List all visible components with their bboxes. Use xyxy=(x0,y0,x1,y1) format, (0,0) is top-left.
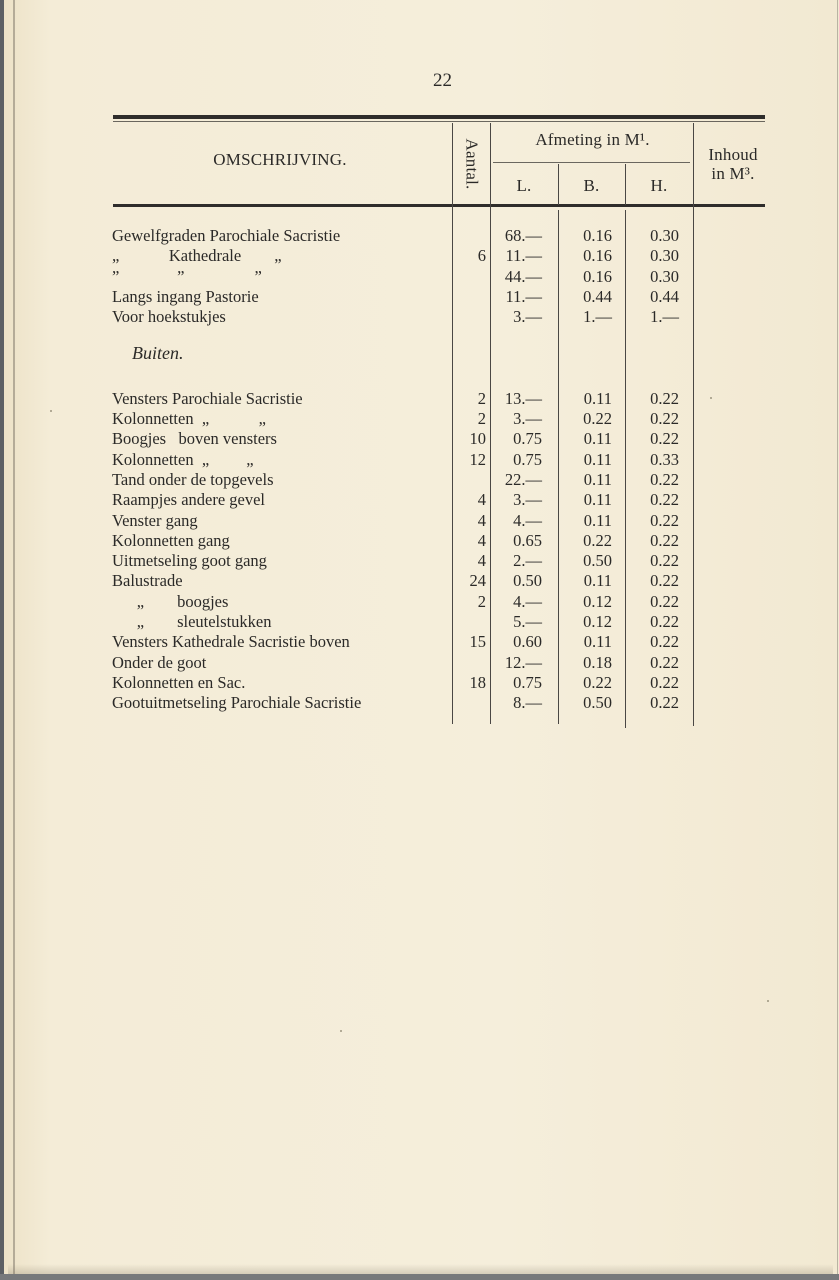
row-description: Voor hoekstukjes xyxy=(112,307,226,327)
row-height: 0.22 xyxy=(650,429,679,449)
row-width: 0.11 xyxy=(583,469,612,489)
row-count: 4 xyxy=(477,551,486,571)
table-row xyxy=(0,470,839,490)
row-width: 0.22 xyxy=(583,672,612,692)
row-height: 0.22 xyxy=(650,652,679,672)
row-height: 0.22 xyxy=(650,409,679,429)
table-row xyxy=(0,267,839,287)
row-width: 0.22 xyxy=(583,409,612,429)
section-heading-row xyxy=(0,342,839,372)
header-height: H. xyxy=(650,176,668,195)
row-description: Kolonnetten „ „ xyxy=(112,409,266,429)
header-length: L. xyxy=(516,176,532,195)
row-length: 12.— xyxy=(504,652,542,672)
row-height: 0.30 xyxy=(650,266,679,286)
paper-speck xyxy=(340,1030,342,1032)
row-width: 0.44 xyxy=(583,286,612,306)
table-row xyxy=(0,389,839,409)
row-length: 68.— xyxy=(504,226,542,245)
row-width: 0.16 xyxy=(583,266,612,286)
header-dimensions: Afmeting in M¹. xyxy=(535,130,650,149)
row-height: 0.22 xyxy=(650,612,679,632)
row-width: 0.11 xyxy=(583,449,612,469)
table-row xyxy=(0,592,839,612)
row-count: 10 xyxy=(469,429,486,449)
row-count: 2 xyxy=(477,388,486,408)
row-length: 8.— xyxy=(513,693,542,713)
row-description: Boogjes boven vensters xyxy=(112,429,277,449)
row-description: Tand onder de topgevels xyxy=(112,469,274,489)
row-height: 0.33 xyxy=(650,449,679,469)
row-height: 0.22 xyxy=(650,490,679,510)
table-row xyxy=(0,653,839,673)
row-width: 0.12 xyxy=(583,612,612,632)
row-length: 3.— xyxy=(513,307,542,327)
row-height: 0.22 xyxy=(650,469,679,489)
row-description: Balustrade xyxy=(112,571,183,591)
row-description: „ sleutelstukken xyxy=(112,612,272,632)
row-length: 11.— xyxy=(505,286,542,306)
table-row xyxy=(0,409,839,429)
row-count: 2 xyxy=(477,409,486,429)
row-height: 0.22 xyxy=(650,591,679,611)
row-length: 44.— xyxy=(504,266,542,286)
row-description: Vensters Parochiale Sacristie xyxy=(112,388,303,408)
row-width: 0.11 xyxy=(583,388,612,408)
table-top-rule xyxy=(113,115,765,119)
header-bottom-rule xyxy=(113,204,765,207)
row-description: Kolonnetten gang xyxy=(112,530,230,550)
row-length: 4.— xyxy=(513,510,542,530)
row-height: 0.22 xyxy=(650,693,679,713)
row-description: Gewelfgraden Parochiale Sacristie xyxy=(112,226,341,245)
row-length: 0.60 xyxy=(513,632,542,652)
page-number: 22 xyxy=(433,70,452,91)
row-description: Venster gang xyxy=(112,510,198,530)
table-row xyxy=(0,490,839,510)
row-length: 5.— xyxy=(513,612,542,632)
header-volume-line2: in M³. xyxy=(711,164,755,183)
row-count: 6 xyxy=(477,246,486,266)
table-row xyxy=(0,693,839,713)
header-width: B. xyxy=(583,176,600,195)
row-description: Raampjes andere gevel xyxy=(112,490,266,510)
row-height: 0.22 xyxy=(650,530,679,550)
header-count-label: Aantal. xyxy=(462,138,481,190)
row-width: 0.11 xyxy=(583,490,612,510)
header-count xyxy=(450,126,492,202)
table-row xyxy=(0,551,839,571)
row-description: Onder de goot xyxy=(112,652,207,672)
table-top-thin-rule xyxy=(113,121,765,122)
row-description: „ Kathedrale „ xyxy=(112,246,282,266)
table-row xyxy=(0,673,839,693)
row-width: 0.11 xyxy=(583,429,612,449)
row-length: 3.— xyxy=(513,409,542,429)
row-height: 0.22 xyxy=(650,388,679,408)
row-length: 0.50 xyxy=(513,571,542,591)
row-count: 15 xyxy=(469,632,486,652)
row-height: 0.30 xyxy=(650,226,679,245)
paper-speck xyxy=(767,1000,769,1002)
paper-speck xyxy=(50,410,52,412)
row-width: 0.50 xyxy=(583,551,612,571)
row-width: 0.16 xyxy=(583,246,612,266)
row-count: 24 xyxy=(469,571,486,591)
row-length: 0.75 xyxy=(513,429,542,449)
row-height: 1.— xyxy=(650,307,679,327)
row-count: 4 xyxy=(477,510,486,530)
row-description: Uitmetseling goot gang xyxy=(112,551,267,571)
row-length: 4.— xyxy=(513,591,542,611)
row-count: 4 xyxy=(477,490,486,510)
row-description: „ boogjes xyxy=(112,591,229,611)
header-description: OMSCHRIJVING. xyxy=(213,150,347,169)
row-width: 0.11 xyxy=(583,571,612,591)
row-width: 0.12 xyxy=(583,591,612,611)
row-length: 3.— xyxy=(513,490,542,510)
row-length: 2.— xyxy=(513,551,542,571)
row-height: 0.22 xyxy=(650,551,679,571)
row-count: 2 xyxy=(477,591,486,611)
section-title: Buiten. xyxy=(132,342,184,363)
table-row xyxy=(0,429,839,449)
row-description: Kolonnetten en Sac. xyxy=(112,672,246,692)
row-length: 0.75 xyxy=(513,672,542,692)
table-row xyxy=(0,246,839,266)
row-description: Vensters Kathedrale Sacristie boven xyxy=(112,632,350,652)
header-volume xyxy=(693,145,773,183)
row-width: 0.16 xyxy=(583,226,612,245)
row-length: 11.— xyxy=(505,246,542,266)
page-bottom-edge xyxy=(0,1274,839,1280)
table-row xyxy=(0,632,839,652)
row-description: Langs ingang Pastorie xyxy=(112,286,259,306)
table-row xyxy=(0,612,839,632)
table-row xyxy=(0,226,839,246)
row-height: 0.22 xyxy=(650,571,679,591)
row-width: 0.11 xyxy=(583,632,612,652)
row-description: Gootuitmetseling Parochiale Sacristie xyxy=(112,693,362,713)
row-width: 0.18 xyxy=(583,652,612,672)
afmeting-subrule xyxy=(493,162,690,163)
row-length: 0.75 xyxy=(513,449,542,469)
row-length: 0.65 xyxy=(513,530,542,550)
row-count: 4 xyxy=(477,530,486,550)
row-height: 0.30 xyxy=(650,246,679,266)
table-row xyxy=(0,307,839,327)
row-width: 0.50 xyxy=(583,693,612,713)
row-height: 0.44 xyxy=(650,286,679,306)
row-description: ” ” ” xyxy=(112,266,262,286)
row-height: 0.22 xyxy=(650,510,679,530)
page-bottom-shadow xyxy=(8,1264,833,1274)
table-row xyxy=(0,571,839,591)
table-row xyxy=(0,531,839,551)
row-width: 0.22 xyxy=(583,530,612,550)
table-row xyxy=(0,511,839,531)
table-row xyxy=(0,450,839,470)
section-spacer xyxy=(0,372,839,389)
header-volume-line1: Inhoud xyxy=(708,145,758,164)
row-description: Kolonnetten „ „ xyxy=(112,449,254,469)
row-width: 0.11 xyxy=(583,510,612,530)
section-spacer xyxy=(0,327,839,347)
paper-speck xyxy=(710,397,712,399)
row-length: 13.— xyxy=(504,388,542,408)
row-length: 22.— xyxy=(504,469,542,489)
table-body xyxy=(0,226,839,714)
table-row xyxy=(0,287,839,307)
row-count: 12 xyxy=(469,449,486,469)
row-width: 1.— xyxy=(583,307,612,327)
row-height: 0.22 xyxy=(650,672,679,692)
row-count: 18 xyxy=(469,672,486,692)
row-height: 0.22 xyxy=(650,632,679,652)
